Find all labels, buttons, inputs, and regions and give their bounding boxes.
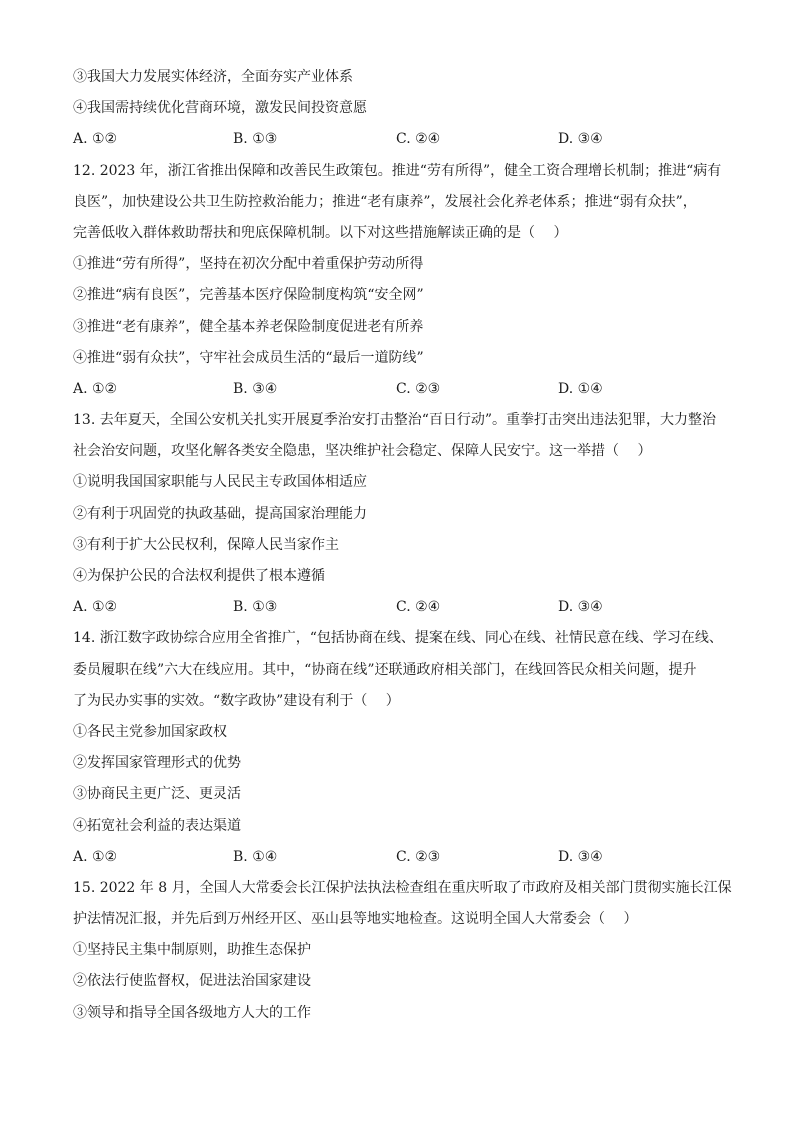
q12-option-a: A. ①② (73, 380, 118, 397)
q15-stem-line-1: 15. 2022 年 8 月，全国人大常委会长江保护法执法检查组在重庆听取了市政府及相关部门贯彻实施长江保 (73, 879, 732, 896)
q14-options (73, 842, 733, 873)
exam-page (73, 62, 733, 1029)
q12-stem-line-1: 12. 2023 年，浙江省推出保障和改善民生政策包。推进“劳有所得”，健全工资合理增长机制；推进“病有 (73, 162, 722, 179)
q11-item-3: ③我国大力发展实体经济，全面夯实产业体系 (73, 69, 353, 85)
q14-item-3: ③协商民主更广泛、更灵活 (73, 786, 241, 803)
q13-options (73, 592, 733, 623)
q15-item-1: ①坚持民主集中制原则，助推生态保护 (73, 942, 311, 959)
q12-option-c: C. ②③ (396, 380, 441, 397)
q11-item-4: ④我国需持续优化营商环境，激发民间投资意愿 (73, 100, 367, 117)
q12-item-2: ②推进“病有良医”，完善基本医疗保险制度构筑“安全网” (73, 287, 424, 304)
q13-stem-line-2: 社会治安问题，攻坚化解各类安全隐患，坚决维护社会稳定、保障人民安宁。这一举措（ ） (73, 443, 652, 460)
q14-option-b: B. ①④ (233, 848, 278, 865)
q14-stem-line-2: 委员履职在线”六大在线应用。其中，“协商在线”还联通政府相关部门，在线回答民众相关问题，提升 (73, 661, 697, 678)
q13-item-3: ③有利于扩大公民权利，保障人民当家作主 (73, 536, 339, 553)
q14-option-a: A. ①② (73, 848, 118, 865)
q12-item-1: ①推进“劳有所得”，坚持在初次分配中着重保护劳动所得 (73, 256, 424, 273)
q12-item-4: ④推进“弱有众扶”，守牢社会成员生活的“最后一道防线” (73, 349, 424, 366)
q12-stem-line-3: 完善低收入群体救助帮扶和兜底保障机制。以下对这些措施解读正确的是（ ） (73, 224, 568, 241)
q13-option-c: C. ②④ (396, 599, 441, 616)
q11-option-d: D. ③④ (558, 131, 603, 148)
q13-option-d: D. ③④ (558, 599, 603, 616)
q13-stem-line-1: 13. 去年夏天，全国公安机关扎实开展夏季治安打击整治“百日行动”。重拳打击突出违法犯罪，大力整治 (73, 412, 717, 429)
q13-option-a: A. ①② (73, 599, 118, 616)
q14-stem-line-3: 了为民办实事的实效。“数字政协”建设有利于（ ） (73, 692, 400, 709)
q14-item-1: ①各民主党参加国家政权 (73, 723, 227, 740)
q15-stem-line-2: 护法情况汇报，并先后到万州经开区、巫山县等地实地检查。这说明全国人大常委会（ ） (73, 911, 638, 928)
q13-item-1: ①说明我国国家职能与人民民主专政国体相适应 (73, 474, 367, 491)
q11-option-c: C. ②④ (396, 131, 441, 148)
q11-options (73, 124, 733, 155)
q12-item-3: ③推进“老有康养”，健全基本养老保险制度促进老有所养 (73, 318, 424, 335)
q12-option-d: D. ①④ (558, 380, 603, 397)
q11-option-b: B. ①③ (233, 131, 278, 148)
q12-option-b: B. ③④ (233, 380, 278, 397)
q14-item-4: ④拓宽社会利益的表达渠道 (73, 817, 241, 834)
q11-option-a: A. ①② (73, 131, 118, 148)
q15-item-2: ②依法行使监督权，促进法治国家建设 (73, 973, 311, 990)
q15-item-3: ③领导和指导全国各级地方人大的工作 (73, 1004, 311, 1021)
q14-stem-line-1: 14. 浙江数字政协综合应用全省推广，“包括协商在线、提案在线、同心在线、社情民意在线、学习在线、 (73, 630, 723, 647)
q14-item-2: ②发挥国家管理形式的优势 (73, 755, 241, 772)
q13-option-b: B. ①③ (233, 599, 278, 616)
q12-options (73, 374, 733, 405)
q13-item-2: ②有利于巩固党的执政基础，提高国家治理能力 (73, 505, 367, 522)
q14-option-c: C. ②③ (396, 848, 441, 865)
q14-option-d: D. ③④ (558, 848, 603, 865)
q12-stem-line-2: 良医”，加快建设公共卫生防控救治能力；推进“老有康养”，发展社会化养老体系；推进“弱有众扶”， (73, 193, 697, 210)
q13-item-4: ④为保护公民的合法权利提供了根本遵循 (73, 568, 325, 584)
